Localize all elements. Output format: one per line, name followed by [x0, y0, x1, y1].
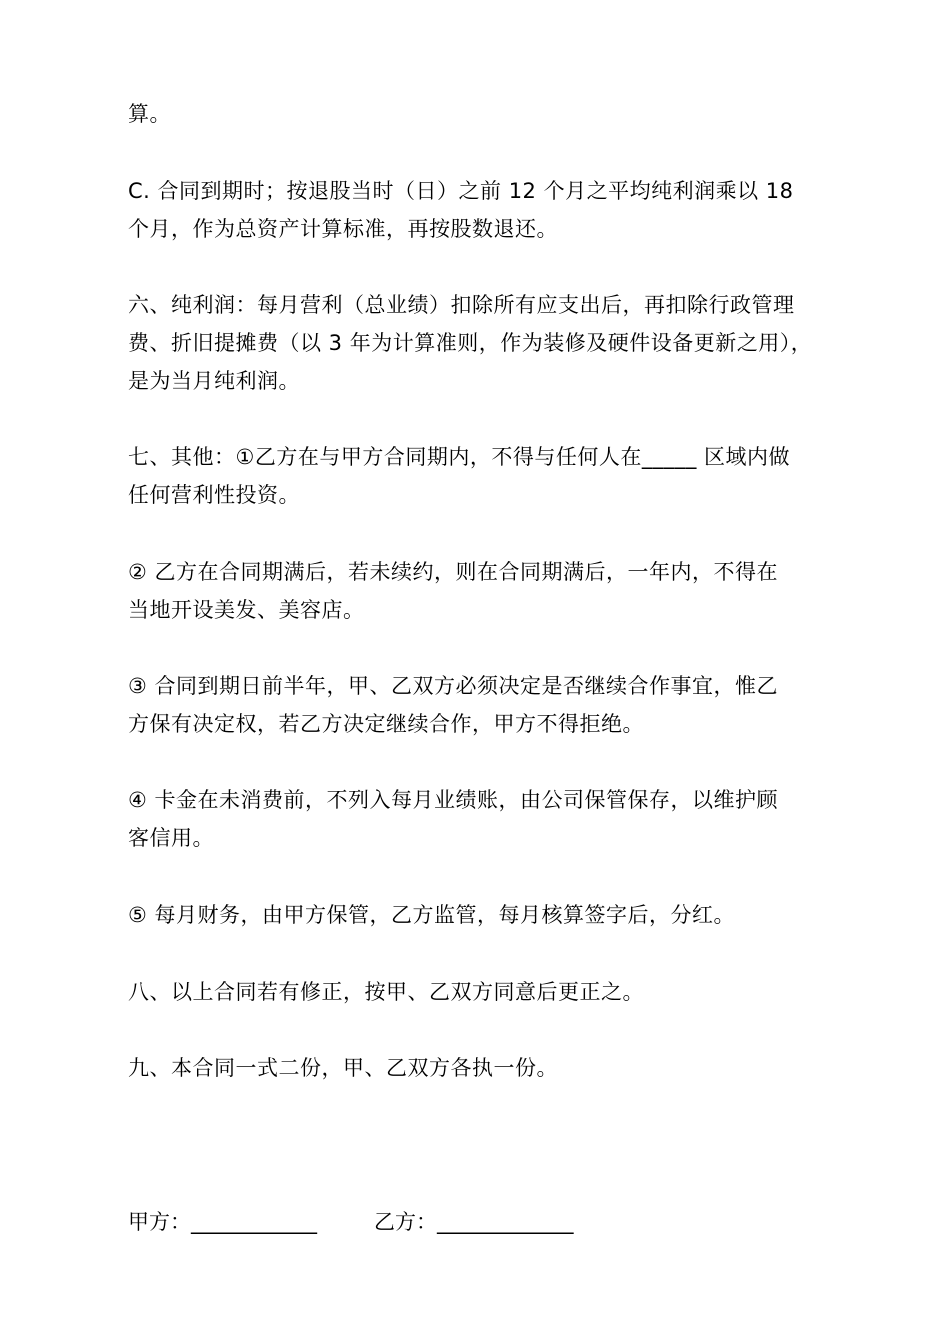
paragraph-line: 是为当月纯利润。 [128, 369, 300, 393]
paragraph-line: 客信用。 [128, 826, 214, 850]
signature-row [128, 1203, 838, 1241]
paragraph-line: 个月，作为总资产计算标准，再按股数退还。 [128, 217, 558, 241]
paragraph-line: 七、其他：①乙方在与甲方合同期内，不得与任何人在_____ 区域内做 [128, 445, 790, 469]
signature-party-b: 乙方：_____________ [374, 1210, 574, 1234]
paragraph-line: 算。 [128, 102, 171, 126]
paragraph-clause-7-4 [128, 781, 838, 857]
paragraph-clause-c [128, 172, 838, 248]
paragraph-line: ③ 合同到期日前半年，甲、乙双方必须决定是否继续合作事宜，惟乙 [128, 674, 778, 698]
paragraph-clause-7-2 [128, 553, 838, 629]
paragraph-clause-6 [128, 286, 838, 400]
paragraph-line: C. 合同到期时；按退股当时（日）之前 12 个月之平均纯利润乘以 18 [128, 179, 794, 203]
document-page [128, 0, 838, 1344]
paragraph-clause-7-3 [128, 667, 838, 743]
paragraph-line: 方保有决定权，若乙方决定继续合作，甲方不得拒绝。 [128, 712, 644, 736]
paragraph-line: 六、纯利润：每月营利（总业绩）扣除所有应支出后，再扣除行政管理 [128, 293, 795, 317]
paragraph-line: ④ 卡金在未消费前，不列入每月业绩账，由公司保管保存，以维护顾 [128, 788, 778, 812]
paragraph-clause-9 [128, 1049, 838, 1087]
paragraph-calc-end [128, 95, 838, 133]
signature-party-a: 甲方：____________ [128, 1210, 317, 1234]
paragraph-line: 当地开设美发、美容店。 [128, 598, 365, 622]
paragraph-line: 任何营利性投资。 [128, 483, 300, 507]
paragraph-line: 九、本合同一式二份，甲、乙双方各执一份。 [128, 1056, 558, 1080]
paragraph-clause-8 [128, 973, 838, 1011]
paragraph-clause-7-5 [128, 896, 838, 934]
paragraph-line: 费、折旧提摊费（以 3 年为计算准则，作为装修及硬件设备更新之用）， [128, 331, 813, 355]
paragraph-line: 八、以上合同若有修正，按甲、乙双方同意后更正之。 [128, 980, 644, 1004]
paragraph-line: ② 乙方在合同期满后，若未续约，则在合同期满后，一年内，不得在 [128, 560, 778, 584]
paragraph-clause-7 [128, 438, 838, 514]
paragraph-line: ⑤ 每月财务，由甲方保管，乙方监管，每月核算签字后，分红。 [128, 903, 735, 927]
